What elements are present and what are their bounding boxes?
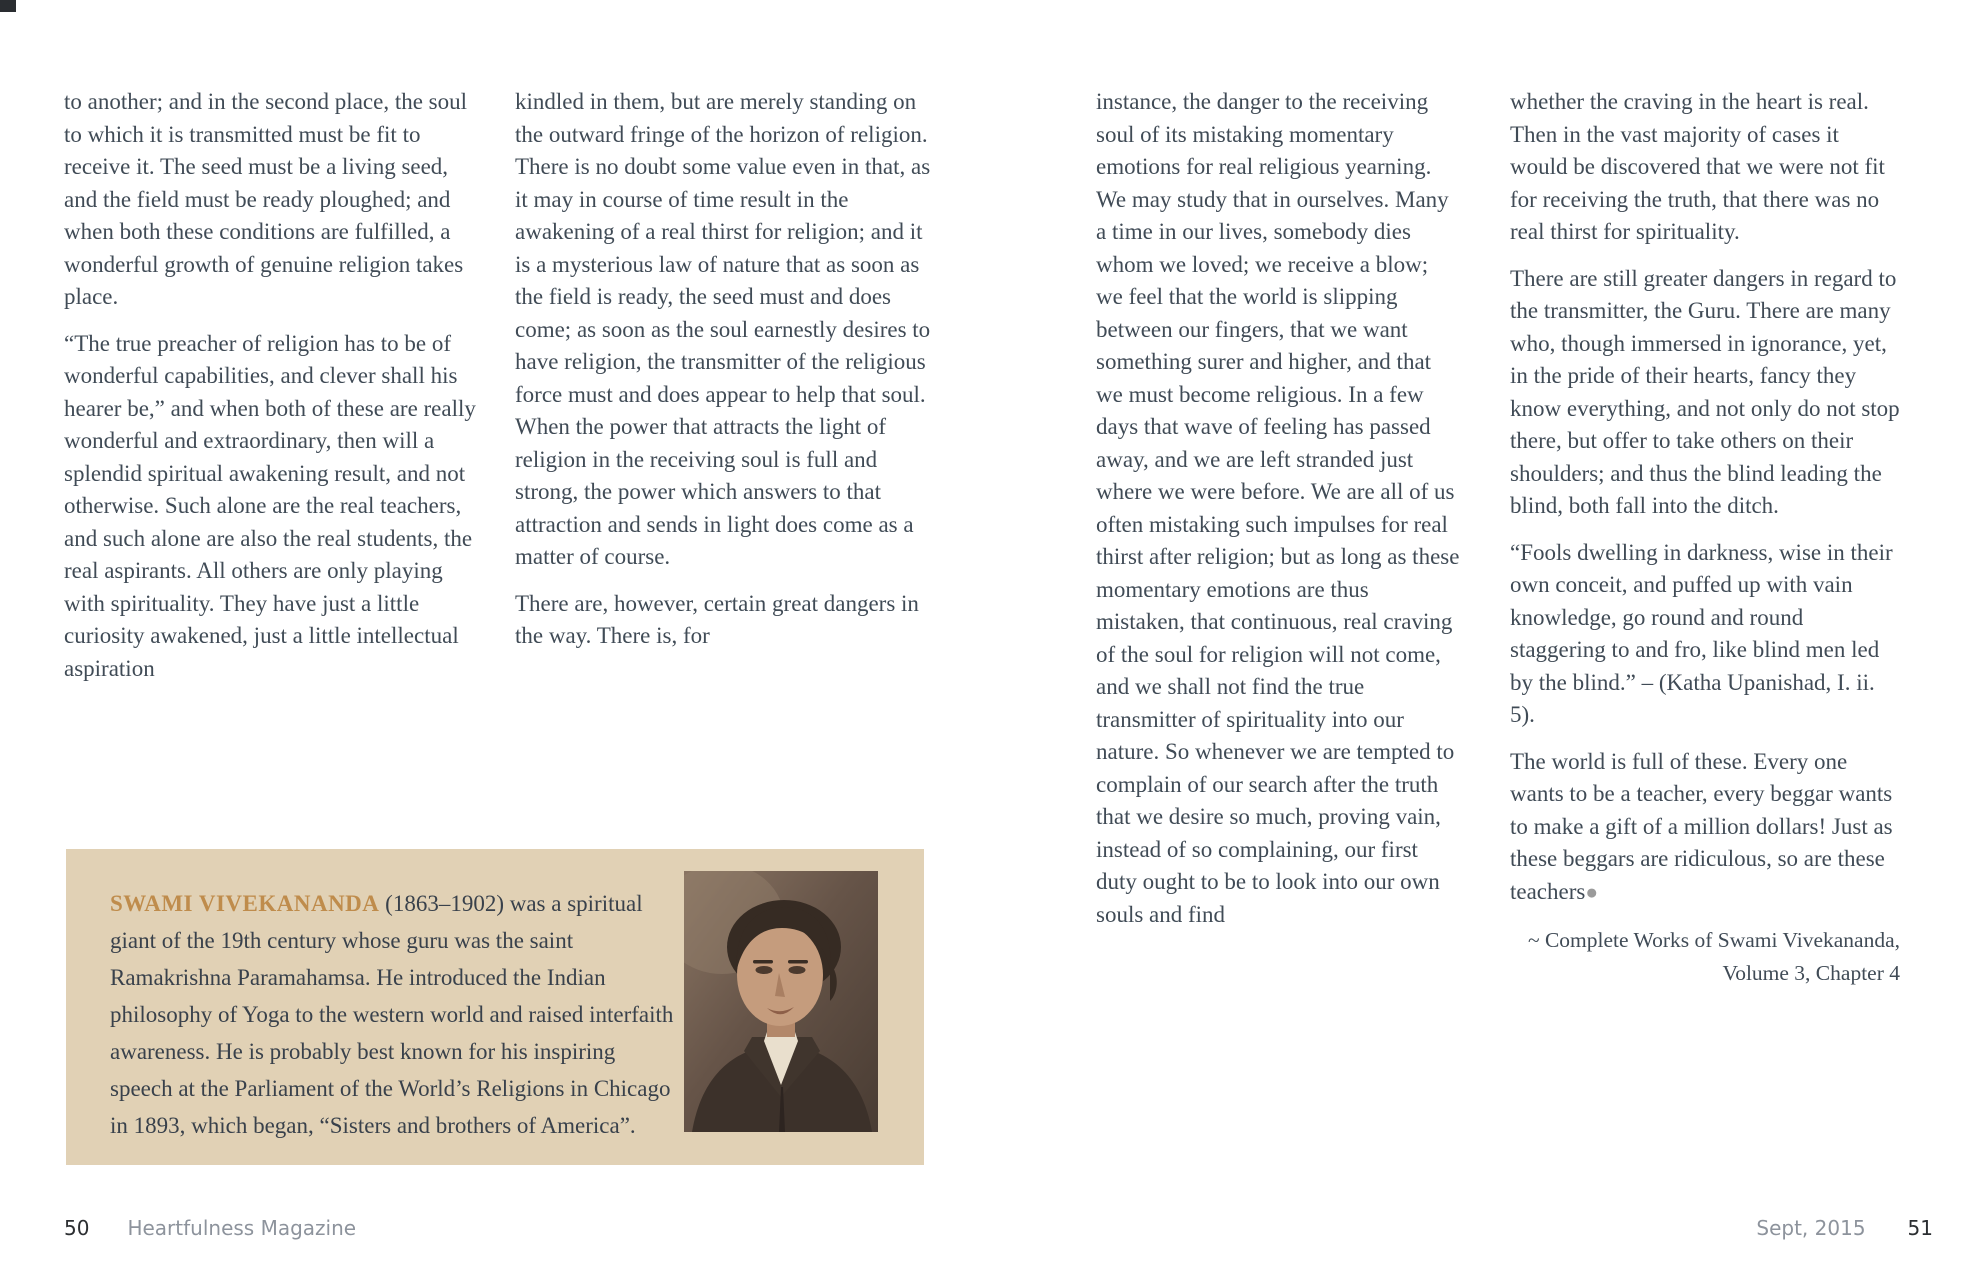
body-paragraph: kindled in them, but are merely standing on the outward fringe of the horizon of religion. There is no doubt some value even in that, as it may in course of time result in the awakening of a real thirst for religion; and it is a mysterious law of nature that as soon as the field is ready, the seed must and does come; as soon as the soul earnestly desires to have religion, the transmitter of the religious force must and does appear to help that soul. When the power that attracts the light of religion in the receiving soul is full and strong, the power which answers to that attraction and sends in light does come as a matter of course. [515,89,931,569]
bio-paragraph [110,885,678,1144]
portrait-photo-illustration [684,871,878,1132]
source-attribution [1455,924,1900,990]
right-page-column-1 [1096,86,1460,931]
bio-author-name: SWAMI VIVEKANANDA [110,891,380,916]
end-of-article-dot: ● [1585,879,1599,904]
right-page-column-2 [1510,86,1900,990]
body-paragraph: “The true preacher of religion has to be of wonderful capabilities, and clever shall his hearer be,” and when both of these are really wonderful and extraordinary, then will a splendid spiritual awakening result, and not otherwise. Such alone are the real teachers, and such alone are also the real students, the real aspirants. All others are only playing with spirituality. They have just a little curiosity awakened, just a little intellectual aspiration [64,330,476,681]
body-paragraph: whether the craving in the heart is real. Then in the vast majority of cases it would be discovered that we were not fit for receiving the truth, that there was no real thirst for spirituality. [1510,89,1885,244]
left-page-column-1 [64,86,482,685]
issue-date: Sept, 2015 [1756,1216,1866,1240]
bio-body-text: (1863–1902) was a spiritual giant of the 19th century whose guru was the saint Ramakrishna Paramahamsa. He introduced the Indian philosophy of Yoga to the western world and raised interfaith awareness. He is probably best known for his inspiring speech at the Parliament of the World’s Religions in Chicago in 1893, which began, “Sisters and brothers of America”. [110,891,674,1138]
left-page-column-2 [515,86,939,653]
corner-mark [0,0,16,12]
author-bio-text [110,885,678,1144]
right-page-number: 51 [1907,1216,1933,1240]
attribution-line-1: ~ Complete Works of Swami Vivekananda, [1527,928,1900,952]
body-paragraph: There are still greater dangers in regard to the transmitter, the Guru. There are many who, though immersed in ignorance, yet, in the pride of their hearts, fancy they know everything, and not only do not stop there, but offer to take others on their shoulders; and thus the blind leading the blind, both fall into the ditch. [1510,265,1900,518]
closing-paragraph-text: The world is full of these. Every one wants to be a teacher, every beggar wants to make a gift of a million dollars! Just as these beggars are ridiculous, so are these teachers [1510,748,1893,904]
body-paragraph [1510,746,1900,909]
left-page-footer [64,1216,356,1240]
body-paragraph: instance, the danger to the receiving soul of its mistaking momentary emotions for real religious yearning. We may study that in ourselves. Many a time in our lives, somebody dies whom we loved; we receive a blow; we feel that the world is slipping between our fingers, that we want something surer and higher, and that we must become religious. In a few days that wave of feeling has passed away, and we are left stranded just where we were before. We are all of us often mistaking such impulses for real thirst after religion; but as long as these momentary emotions are thus mistaken, that continuous, real craving of the soul for religion will not come, and we shall not find the true transmitter of spirituality into our nature. So whenever we are tempted to complain of our search after the truth that we desire so much, proving vain, instead of so complaining, our first duty ought to be to look into our own souls and find [1096,89,1460,927]
magazine-name: Heartfulness Magazine [127,1216,357,1240]
body-paragraph: “Fools dwelling in darkness, wise in their own conceit, and puffed up with vain knowledge, go round and round staggering to and fro, like blind men led by the blind.” – (Katha Upanishad, I. ii. 5). [1510,539,1893,727]
body-paragraph: There are, however, certain great dangers in the way. There is, for [515,590,919,648]
swami-vivekananda-portrait [684,871,878,1132]
author-bio-box [66,849,924,1165]
body-paragraph: to another; and in the second place, the soul to which it is transmitted must be fit to receive it. The seed must be a living seed, and the field must be ready ploughed; and when both these conditions are fulfilled, a wonderful growth of genuine religion takes place. [64,89,468,309]
attribution-line-2: Volume 3, Chapter 4 [1722,961,1900,985]
right-page-footer [1756,1216,1933,1240]
left-page-number: 50 [64,1216,90,1240]
